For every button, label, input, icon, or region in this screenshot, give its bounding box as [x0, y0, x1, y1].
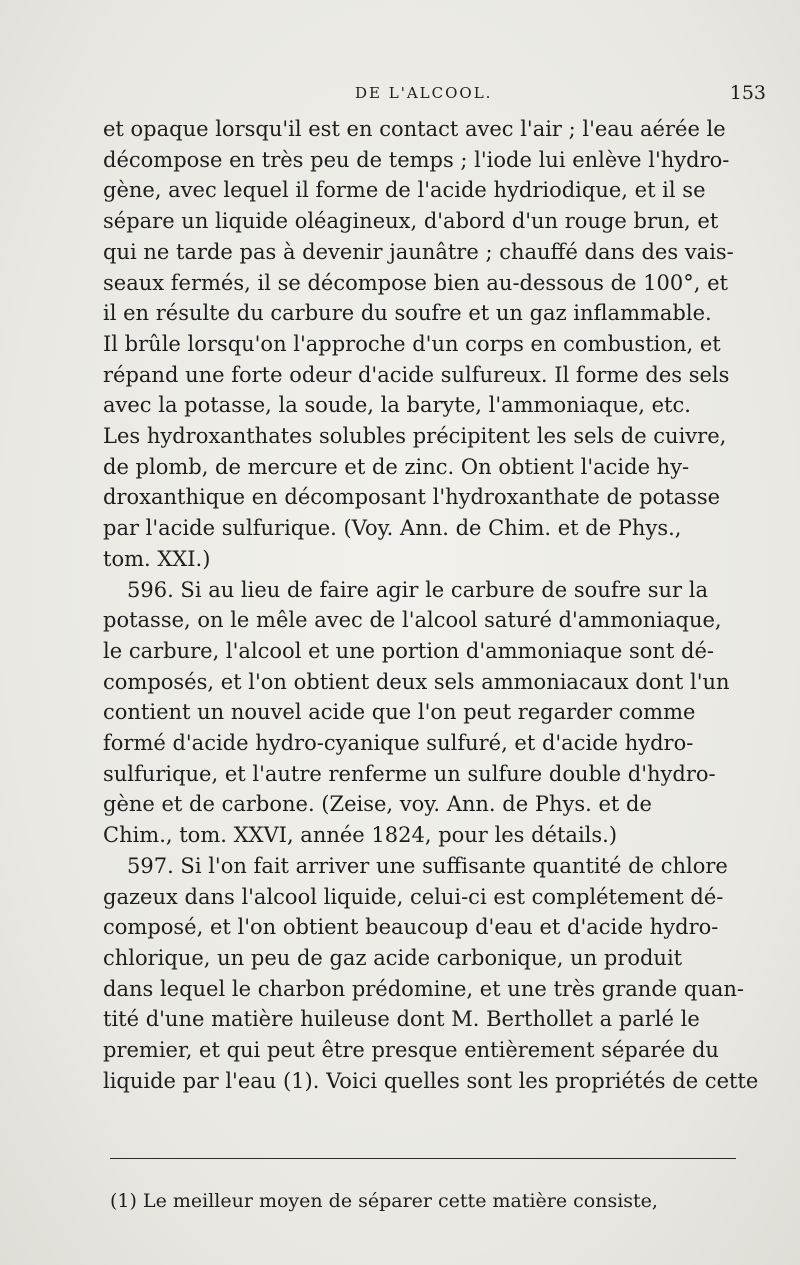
text-line: potasse, on le mêle avec de l'alcool saturé d'ammoniaque,: [103, 608, 722, 633]
text-line: de plomb, de mercure et de zinc. On obtient l'acide hy-: [103, 454, 690, 479]
body-text: [103, 114, 768, 1097]
text-line: contient un nouvel acide que l'on peut regarder comme: [103, 700, 696, 725]
text-line: tom. XXI.): [103, 546, 211, 571]
text-line: gène et de carbone. (Zeise, voy. Ann. de Phys. et de: [103, 792, 652, 817]
text-line: et opaque lorsqu'il est en contact avec l'air ; l'eau aérée le: [103, 117, 726, 141]
page-header: [0, 84, 800, 110]
text-line: le carbure, l'alcool et une portion d'ammoniaque sont dé-: [103, 638, 714, 663]
text-line: par l'acide sulfurique. (Voy. Ann. de Chim. et de Phys.,: [103, 516, 682, 541]
text-line: gène, avec lequel il forme de l'acide hydriodique, et il se: [103, 178, 706, 203]
text-line: il en résulte du carbure du soufre et un gaz inflammable.: [103, 301, 712, 326]
text-line: chlorique, un peu de gaz acide carbonique, un produit: [103, 945, 683, 970]
text-line: décompose en très peu de temps ; l'iode lui enlève l'hydro-: [103, 147, 730, 172]
text-line: avec la potasse, la soude, la baryte, l'ammoniaque, etc.: [103, 393, 691, 418]
text-line: Les hydroxanthates solubles précipitent les sels de cuivre,: [103, 424, 727, 449]
text-line: formé d'acide hydro-cyanique sulfuré, et d'acide hydro-: [103, 731, 694, 756]
text-line: tité d'une matière huileuse dont M. Berthollet a parlé le: [103, 1007, 700, 1032]
paragraph-start-597: 597. Si l'on fait arriver une suffisante quantité de chlore: [127, 853, 728, 878]
text-line: dans lequel le charbon prédomine, et une très grande quan-: [103, 976, 744, 1001]
text-line: sépare un liquide oléagineux, d'abord d'un rouge brun, et: [103, 209, 719, 234]
text-line: composé, et l'on obtient beaucoup d'eau et d'acide hydro-: [103, 915, 719, 940]
text-line: répand une forte odeur d'acide sulfureux. Il forme des sels: [103, 362, 730, 387]
text-line: seaux fermés, il se décompose bien au-dessous de 100°, et: [103, 270, 728, 295]
running-head: DE L'ALCOOL.: [355, 84, 493, 102]
text-line: Chim., tom. XXVI, année 1824, pour les détails.): [103, 823, 618, 848]
text-line: droxanthique en décomposant l'hydroxanthate de potasse: [103, 485, 721, 510]
footnote-rule: [110, 1158, 736, 1159]
text-line: qui ne tarde pas à devenir jaunâtre ; chauffé dans des vais-: [103, 239, 734, 264]
paragraph-start-596: 596. Si au lieu de faire agir le carbure de soufre sur la: [127, 577, 708, 602]
footnote: (1) Le meilleur moyen de séparer cette matière consiste,: [110, 1190, 658, 1212]
page-number: 153: [729, 82, 766, 104]
text-line: premier, et qui peut être presque entièrement séparée du: [103, 1038, 719, 1063]
text-line: composés, et l'on obtient deux sels ammoniacaux dont l'un: [103, 669, 730, 694]
text-line: liquide par l'eau (1). Voici quelles sont les propriétés de cette: [103, 1068, 759, 1093]
text-line: sulfurique, et l'autre renferme un sulfure double d'hydro-: [103, 761, 716, 786]
text-line: gazeux dans l'alcool liquide, celui-ci est complétement dé-: [103, 884, 724, 909]
text-line: Il brûle lorsqu'on l'approche d'un corps en combustion, et: [103, 331, 721, 356]
